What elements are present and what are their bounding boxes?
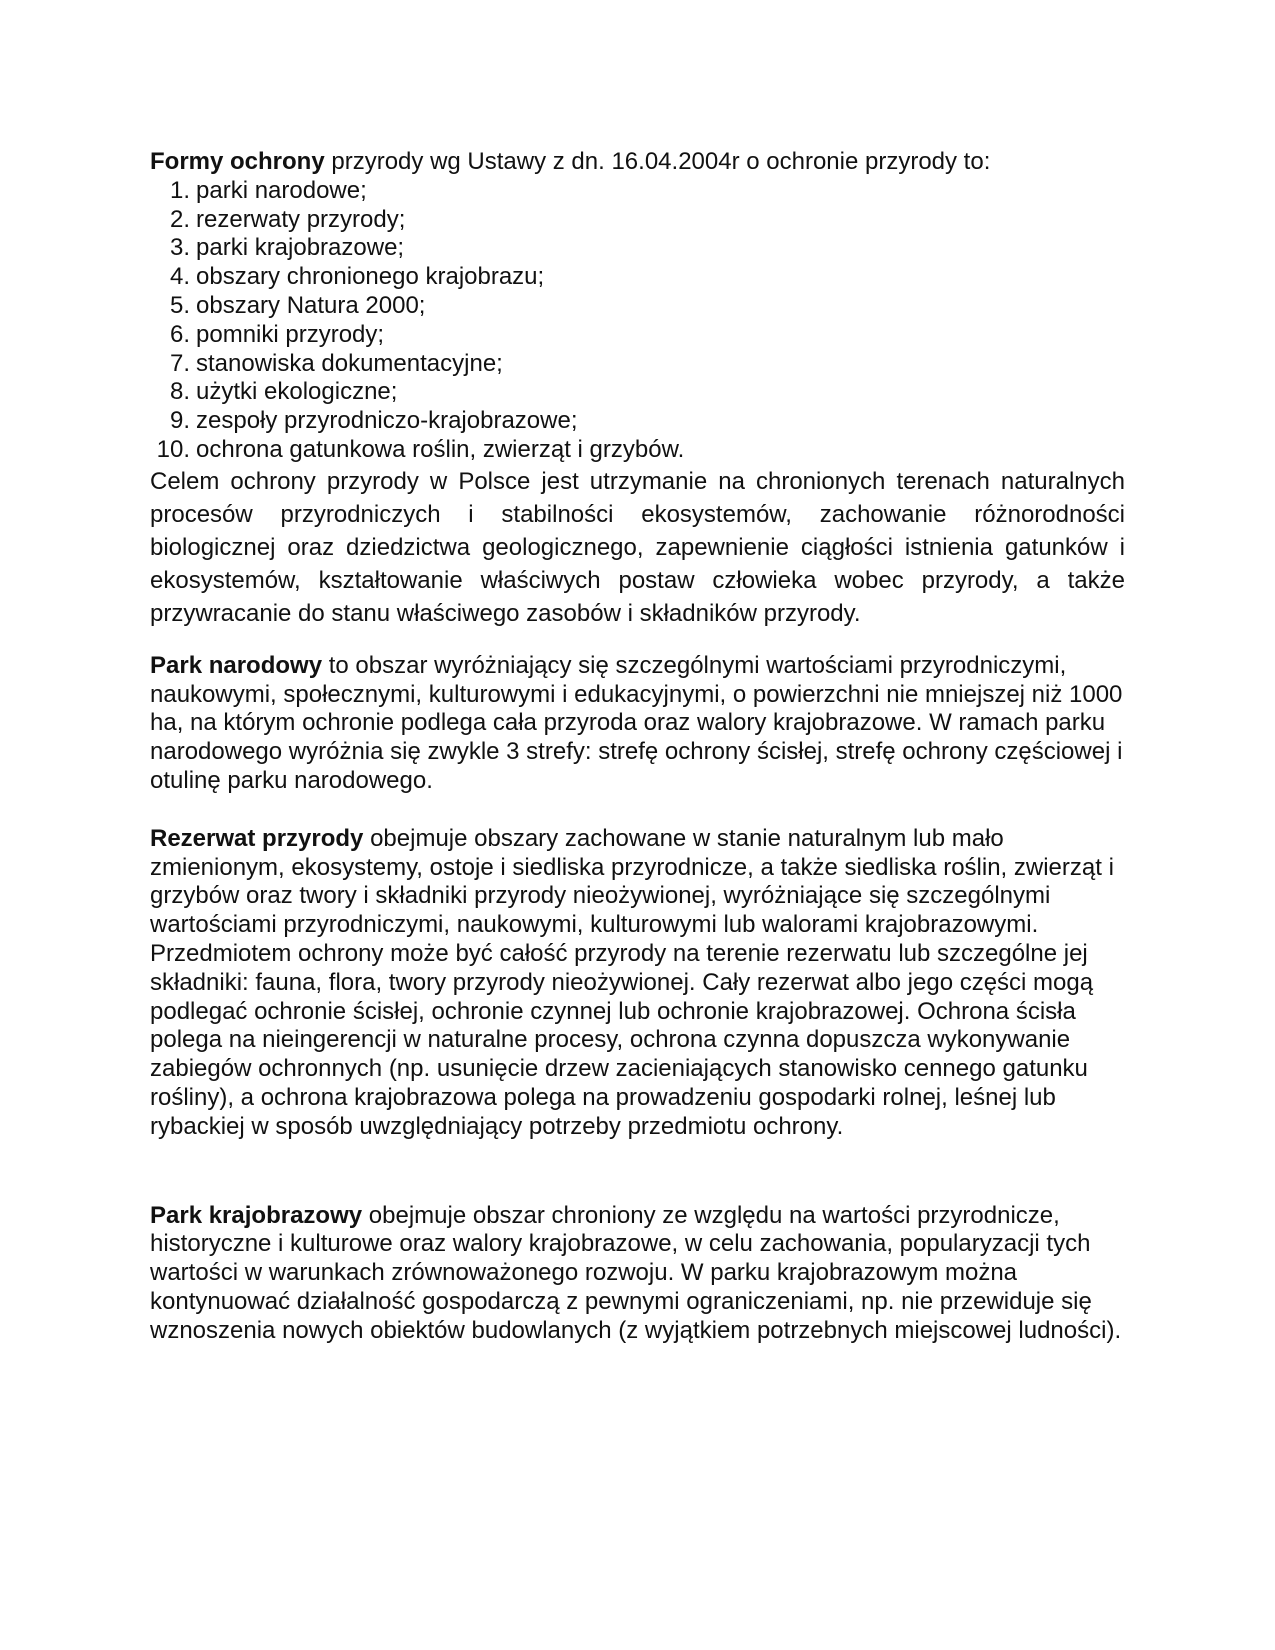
park-krajobrazowy-term: Park krajobrazowy (150, 1201, 363, 1229)
list-item: 6. pomniki przyrody; (169, 320, 385, 348)
rezerwat-second-paragraph: Przedmiotem ochrony może być całość przyrody na terenie rezerwatu lub szczególne jej składniki: fauna, flora, twory przyrody nieożywionej. Cały rezerwat albo jego części mogą podlegać ochronie ścisłej, ochronie czynnej lub ochronie krajobrazowej. Ochrona ścisła polega na nieingerencji w naturalne procesy, ochrona czynna dopuszcza wykonywanie zabiegów ochronnych (np. usunięcie drzew zacieniających stanowisko cennego gatunku rośliny), a ochrona krajobrazowa polega na prowadzeniu gospodarki rolnej, leśnej lub rybackiej w sposób uwzględniający potrzeby przedmiotu ochrony. (150, 939, 1094, 1140)
list-item: 7. stanowiska dokumentacyjne; (169, 349, 503, 377)
park-krajobrazowy-paragraph: Park krajobrazowy obejmuje obszar chroniony ze względu na wartości przyrodnicze, historyczne i kulturowe oraz walory krajobrazowe, w celu zachowania, popularyzacji tych wartości w warunkach zrównoważonego rozwoju. W parku krajobrazowym można kontynuować działalność gospodarczą z pewnymi ograniczeniami, np. nie przewiduje się wznoszenia nowych obiektów budowlanych (z wyjątkiem potrzebnych miejscowej ludności). (150, 1201, 1122, 1344)
intro-paragraph (150, 148, 1125, 177)
rezerwat-term: Rezerwat przyrody (150, 824, 364, 852)
list-item: 5. obszary Natura 2000; (169, 291, 426, 319)
spacer (150, 630, 1125, 652)
intro-bold-term: Formy ochrony (150, 148, 325, 175)
park-narodowy-term: Park narodowy (150, 651, 323, 679)
list-item: 10. ochrona gatunkowa roślin, zwierząt i grzybów. (156, 435, 685, 463)
list-item: 3. parki krajobrazowe; (169, 234, 405, 262)
intro-text: przyrody wg Ustawy z dn. 16.04.2004r o ochronie przyrody to: (324, 148, 991, 175)
forms-list (150, 177, 1125, 465)
goal-paragraph: Celem ochrony przyrody w Polsce jest utrzymanie na chronionych terenach naturalnych procesów przyrodniczych i stabilności ekosystemów, zachowanie różnorodności biologicznej oraz dziedzictwa geologicznego, zapewnienie ciągłości istnienia gatunków i ekosystemów, kształtowanie właściwych postaw człowieka wobec przyrody, a także przywracanie do stanu właściwego zasobów i składników przyrody. (150, 467, 1125, 627)
document-page (150, 148, 1125, 1346)
list-item: 8. użytki ekologiczne; (169, 378, 398, 406)
spacer (150, 796, 1125, 825)
park-narodowy-paragraph: Park narodowy to obszar wyróżniający się szczególnymi wartościami przyrodniczymi, naukowymi, społecznymi, kulturowymi i edukacyjnymi, o powierzchni nie mniejszej niż 1000 ha, na którym ochronie podlega cała przyroda oraz walory krajobrazowe. W ramach parku narodowego wyróżnia się zwykle 3 strefy: strefę ochrony ścisłej, strefę ochrony częściowej i otulinę parku narodowego. (150, 651, 1123, 794)
rezerwat-paragraph: Rezerwat przyrody obejmuje obszary zachowane w stanie naturalnym lub mało zmienionym, ekosystemy, ostoje i siedliska przyrodnicze, a także siedliska roślin, zwierząt i grzybów oraz twory i składniki przyrody nieożywionej, wyróżniające się szczególnymi wartościami przyrodniczymi, naukowymi, kulturowymi lub walorami krajobrazowymi. (150, 824, 1114, 939)
list-item: 9. zespoły przyrodniczo-krajobrazowe; (169, 407, 578, 435)
list-item: 4. obszary chronionego krajobrazu; (169, 263, 545, 291)
spacer (150, 1142, 1125, 1202)
list-item: 1. parki narodowe; (169, 176, 367, 204)
list-item: 2. rezerwaty przyrody; (169, 205, 406, 233)
